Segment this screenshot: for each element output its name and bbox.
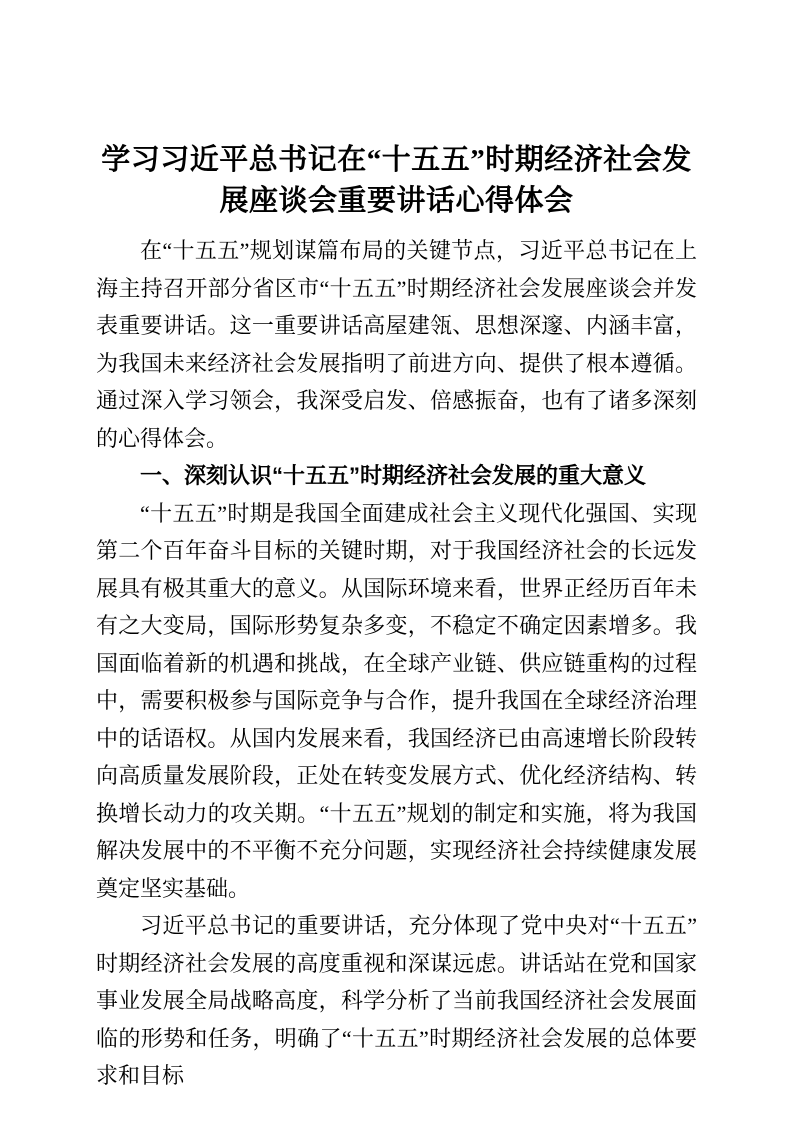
section-heading-1: 一、深刻认识“十五五”时期经济社会发展的重大意义 — [140, 463, 647, 488]
paragraph-section1-body-2: 习近平总书记的重要讲话，充分体现了党中央对“十五五”时期经济社会发展的高度重视和深谋远虑。讲话站在党和国家事业发展全局战略高度，科学分析了当前我国经济社会发展面临的形势和任务，明确了“十五五”时期经济社会发展的总体要求和目标 — [96, 913, 698, 1088]
document-title: 学习习近平总书记在“十五五”时期经济社会发展座谈会重要讲话心得体会 — [101, 144, 692, 217]
paragraph-section1-body: “十五五”时期是我国全面建成社会主义现代化强国、实现第二个百年奋斗目标的关键时期，对于我国经济社会的长远发展具有极其重大的意义。从国际环境来看，世界正经历百年未有之大变局，国际形势复杂多变，不稳定不确定因素增多。我国面临着新的机遇和挑战，在全球产业链、供应链重构的过程中，需要积极参与国际竞争与合作，提升我国在全球经济治理中的话语权。从国内发展来看，我国经济已由高速增长阶段转向高质量发展阶段，正处在转变发展方式、优化经济结构、转换增长动力的攻关期。“十五五”规划的制定和实施，将为我国解决发展中的不平衡不充分问题，实现经济社会持续健康发展奠定坚实基础。 — [96, 500, 698, 901]
paragraph-intro: 在“十五五”规划谋篇布局的关键节点，习近平总书记在上海主持召开部分省区市“十五五”时期经济社会发展座谈会并发表重要讲话。这一重要讲话高屋建瓴、思想深邃、内涵丰富，为我国未来经济社会发展指明了前进方向、提供了根本遵循。通过深入学习领会，我深受启发、倍感振奋，也有了诸多深刻的心得体会。 — [96, 238, 698, 451]
